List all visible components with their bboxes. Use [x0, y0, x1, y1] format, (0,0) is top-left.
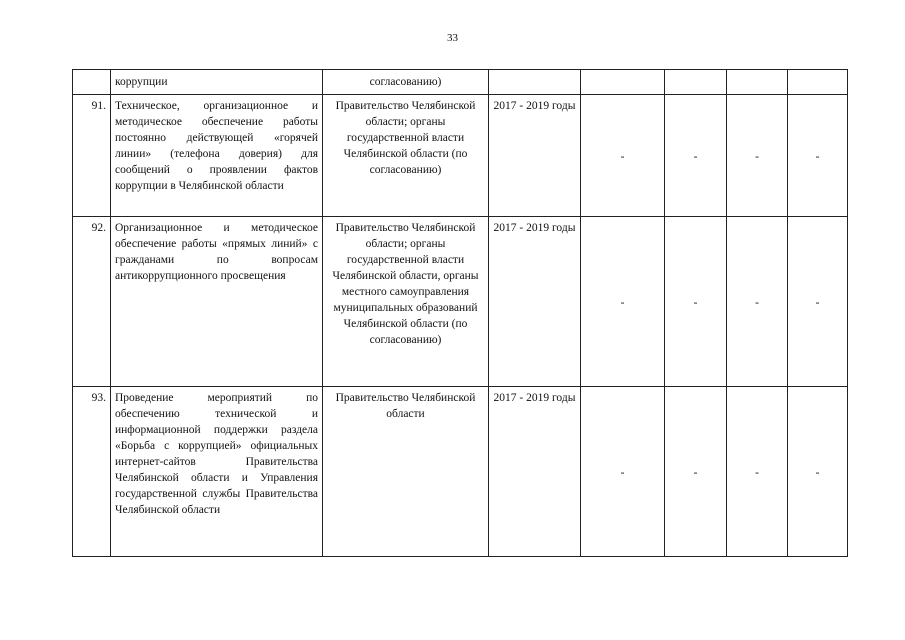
page-number: 33 — [447, 32, 458, 44]
cell-number — [73, 70, 111, 95]
cell-executor: Правительство Челябинской области; органы государственной власти Челябинской области (по согласованию) — [323, 95, 489, 217]
table-row-continued — [73, 70, 848, 95]
cell-value: - — [727, 95, 788, 217]
cell-value: - — [727, 217, 788, 387]
cell-value: - — [581, 387, 665, 557]
measures-table — [72, 69, 848, 557]
cell-description: коррупции — [111, 70, 323, 95]
cell-term: 2017 - 2019 годы — [489, 217, 581, 387]
cell-value: - — [788, 217, 848, 387]
cell-value — [727, 70, 788, 95]
cell-number: 93. — [73, 387, 111, 557]
cell-executor: Правительство Челябинской области; органы государственной власти Челябинской области, органы местного самоуправления муниципальных образований Челябинской области (по согласованию) — [323, 217, 489, 387]
cell-value: - — [788, 95, 848, 217]
cell-value: - — [581, 95, 665, 217]
cell-term: 2017 - 2019 годы — [489, 95, 581, 217]
cell-value: - — [665, 217, 727, 387]
cell-description: Организационное и методическое обеспечение работы «прямых линий» с гражданами по вопросам антикоррупционного просвещения — [111, 217, 323, 387]
cell-executor: согласованию) — [323, 70, 489, 95]
cell-term: 2017 - 2019 годы — [489, 387, 581, 557]
cell-description: Техническое, организационное и методическое обеспечение работы постоянно действующей «горячей линии» (телефона доверия) для сообщений о проявлении фактов коррупции в Челябинской области — [111, 95, 323, 217]
cell-number: 92. — [73, 217, 111, 387]
cell-value — [788, 70, 848, 95]
cell-value: - — [581, 217, 665, 387]
cell-number: 91. — [73, 95, 111, 217]
cell-value — [665, 70, 727, 95]
table-row-93 — [73, 387, 848, 557]
cell-description: Проведение мероприятий по обеспечению технической и информационной поддержки раздела «Борьба с коррупцией» официальных интернет-сайтов Правительства Челябинской области и Управления государственной службы Правительства Челябинской области — [111, 387, 323, 557]
cell-executor: Правительство Челябинской области — [323, 387, 489, 557]
cell-value: - — [727, 387, 788, 557]
cell-term — [489, 70, 581, 95]
cell-value: - — [665, 387, 727, 557]
cell-value: - — [788, 387, 848, 557]
table-row-92 — [73, 217, 848, 387]
table-row-91 — [73, 95, 848, 217]
cell-value — [581, 70, 665, 95]
cell-value: - — [665, 95, 727, 217]
